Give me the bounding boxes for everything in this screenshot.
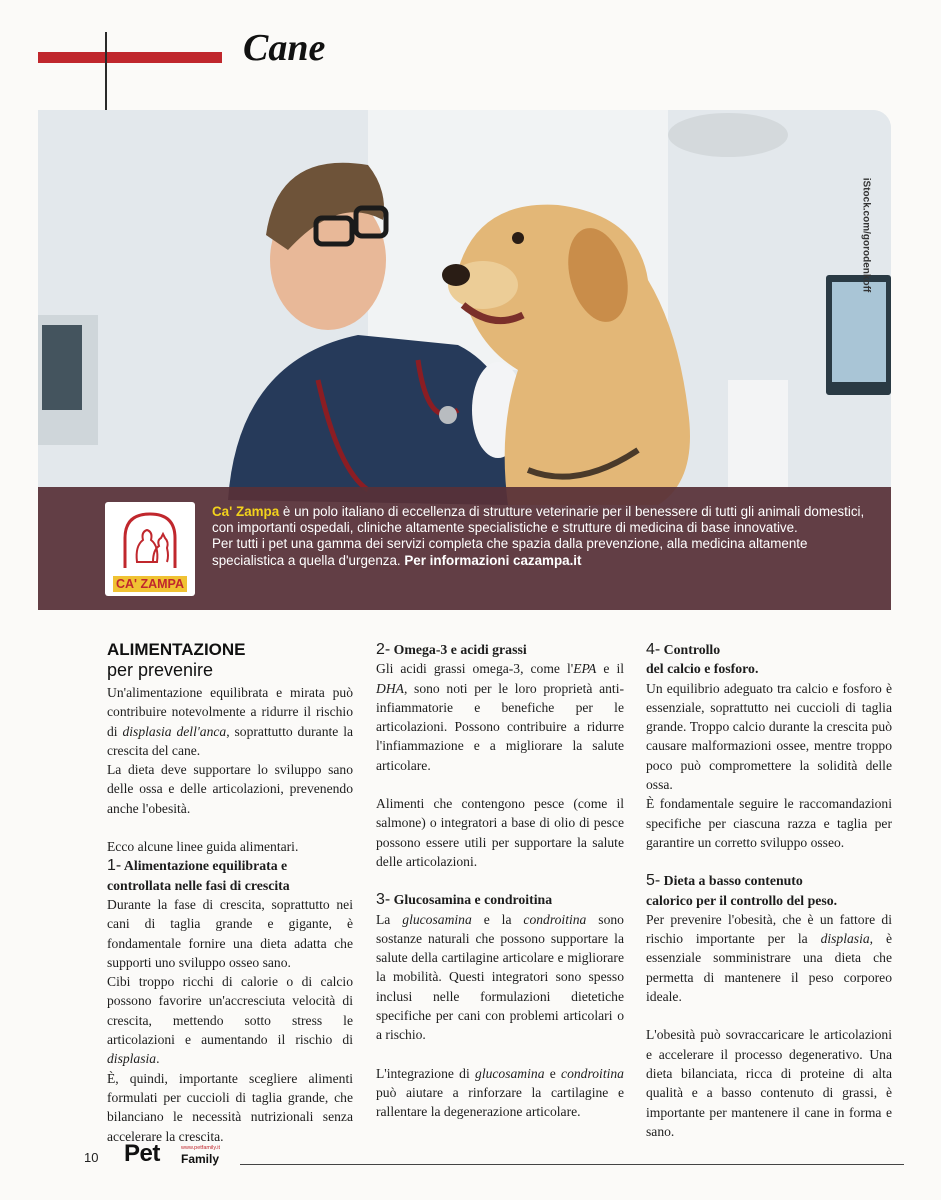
section-color-bar [38, 52, 222, 63]
section-title: Cane [243, 27, 326, 69]
article-column-1 [107, 640, 353, 1146]
paragraph: La dieta deve supportare lo sviluppo sano delle ossa e delle articolazioni, prevenendo anche l'obesità. [107, 762, 353, 816]
guideline-heading-3: 3- Glucosamina e condroitina [376, 891, 553, 909]
magazine-url: www.petfamily.it [181, 1145, 221, 1151]
photo-credit [858, 150, 874, 320]
guideline-heading-2: 2- Omega-3 e acidi grassi [376, 641, 527, 658]
logo-label: CA' ZAMPA [105, 577, 195, 591]
magazine-logo: Pet [124, 1140, 160, 1167]
footer-rule [240, 1164, 904, 1165]
paragraph: È, quindi, importante scegliere alimenti formulati per cuccioli di taglia grande, che bilanciano le necessità nutrizionali senza accelerare la crescita. [107, 1070, 353, 1144]
guideline-heading-1: 1- Alimentazione equilibrata e controllata nelle fasi di crescita [107, 857, 290, 893]
paragraph: L'obesità può sovraccaricare le articolazioni e accelerare il processo degenerativo. Una dieta bilanciata, ricca di proteine di alta qualità e a basso contenuto di grassi, è importante per mantenere il cane in forma e sano. [646, 1027, 892, 1139]
sponsor-brand: Ca' Zampa [212, 504, 280, 519]
article-column-2 [376, 640, 624, 1122]
intro-paragraph: Un'alimentazione equilibrata e mirata può contribuire notevolmente a ridurre il rischio di displasia dell'anca, soprattutto durante la crescita del cane. [107, 685, 354, 758]
sponsor-cta: Per informazioni cazampa.it [404, 552, 582, 568]
article-column-3 [646, 640, 892, 1141]
photo-credit-text: iStock.com/gorodenkoff [860, 177, 872, 293]
article-subtitle: per prevenire [107, 660, 214, 680]
sponsor-description [212, 504, 882, 569]
article-title: ALIMENTAZIONE [107, 640, 246, 659]
sponsor-text-1: è un polo italiano di eccellenza di strutture veterinarie per il benessere di tutti gli animali domestici, con importanti ospedali, cliniche altamente specialistiche e strutture di medicina di base innovative. [212, 504, 865, 536]
ca-zampa-logo [105, 502, 195, 596]
dog-cat-arch-icon [119, 510, 181, 570]
paragraph: L'integrazione di glucosamina e condroitina può aiutare a rinforzare la cartilagine e rallentare la degenerazione articolare. [376, 1065, 624, 1120]
paragraph: Gli acidi grassi omega-3, come l'EPA e il DHA, sono noti per le loro proprietà anti-infiammatorie e benefiche per le articolazioni. Possono contribuire a ridurre l'infiammazione e a migliorare la salute articolare. [376, 661, 624, 773]
guideline-heading-4: 4- Controllo del calcio e fosforo. [646, 641, 759, 677]
page-number: 10 [84, 1150, 99, 1165]
paragraph: È fondamentale seguire le raccomandazioni specifiche per ciascuna razza e taglia per garantire un corretto sviluppo osseo. [646, 796, 892, 850]
paragraph: Ecco alcune linee guida alimentari. [107, 839, 299, 855]
paragraph: Cibi troppo ricchi di calorie o di calcio possono favorire un'accresciuta velocità di crescita, mettendo sotto stress le articolazioni e aumentando il rischio di displasia. [107, 974, 353, 1067]
guideline-heading-5: 5- Dieta a basso contenuto calorico per il controllo del peso. [646, 872, 838, 908]
paragraph: Durante la fase di crescita, soprattutto nei cani di taglia grande e gigante, è fondamentale fornire una dieta adatta che supporti uno sviluppo osseo sano. [107, 896, 353, 970]
sponsor-text-2: Per tutti i pet una gamma dei servizi completa che spazia dalla prevenzione, alla medicina altamente specialistica a quella d'urgenza. [212, 536, 808, 568]
magazine-logo-family: Family [181, 1152, 220, 1166]
paragraph: Per prevenire l'obesità, che è un fattore di rischio importante per la displasia, è essenziale somministrare una dieta che permetta di mantenere il peso corporeo ideale. [646, 911, 892, 1005]
paragraph: Alimenti che contengono pesce (come il salmone) o integratori a base di olio di pesce possono essere utili per supportare la salute delle articolazioni. [376, 796, 624, 869]
paragraph: Un equilibrio adeguato tra calcio e fosforo è essenziale, soprattutto nei cuccioli di taglia grande. Troppo calcio durante la crescita può causare malformazioni ossee, mentre troppo poco può compromettere la solidità delle ossa. [646, 680, 892, 793]
paragraph: La glucosamina e la condroitina sono sostanze naturali che possono supportare la salute della cartilagine articolare e migliorare la mobilità. Questi integratori sono spesso inclusi nelle formulazioni dietetiche specifiche per cani con problemi articolari o a rischio. [376, 911, 624, 1043]
